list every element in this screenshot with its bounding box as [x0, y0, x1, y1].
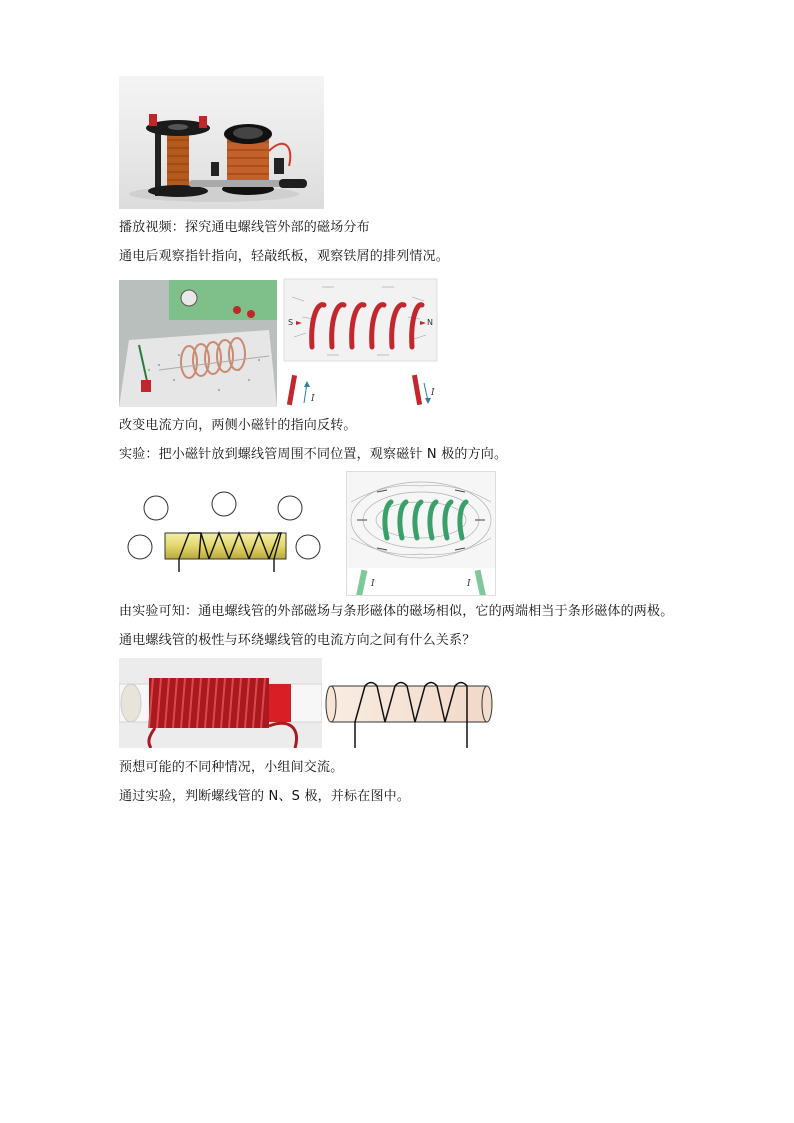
text-line-5: 由实验可知：通电螺线管的外部磁场与条形磁体的磁场相似，它的两端相当于条形磁体的两极。 [119, 604, 674, 619]
current-label-right: I [431, 388, 435, 398]
field-current-label-left: I [371, 579, 375, 589]
text-line-3: 改变电流方向，两侧小磁针的指向反转。 [119, 418, 357, 433]
compass-circle-top-middle [212, 492, 236, 516]
compass-circle-top-left [144, 496, 168, 520]
coil-on-rod-photo [119, 658, 322, 748]
solenoid-compass-positions-diagram [119, 484, 333, 580]
field-current-label-right: I [467, 579, 471, 589]
text-line-2: 通电后观察指针指向，轻敲纸板，观察铁屑的排列情况。 [119, 249, 450, 264]
compass-circle-left [128, 535, 152, 559]
text-line-8: 通过实验，判断螺线管的 N、S 极，并标在图中。 [119, 789, 411, 804]
current-label-left: I [311, 394, 315, 404]
text-line-1: 播放视频：探究通电螺线管外部的磁场分布 [119, 220, 370, 235]
pole-s-label: S [288, 318, 294, 327]
solenoid-field-pattern-diagram [346, 471, 496, 596]
solenoid-apparatus-photo [119, 76, 324, 209]
solenoid-filings-diagram [282, 277, 439, 407]
text-line-6: 通电螺线管的极性与环绕螺线管的电流方向之间有什么关系？ [119, 633, 476, 648]
compass-circle-top-right [278, 496, 302, 520]
text-line-4: 实验：把小磁针放到螺线管周围不同位置，观察磁针 N 极的方向。 [119, 447, 508, 462]
pole-n-label: N [427, 318, 433, 327]
solenoid-line-drawing [325, 673, 493, 749]
text-line-7: 预想可能的不同种情况，小组间交流。 [119, 760, 344, 775]
iron-filings-experiment-photo [119, 280, 277, 407]
compass-circle-right [296, 535, 320, 559]
